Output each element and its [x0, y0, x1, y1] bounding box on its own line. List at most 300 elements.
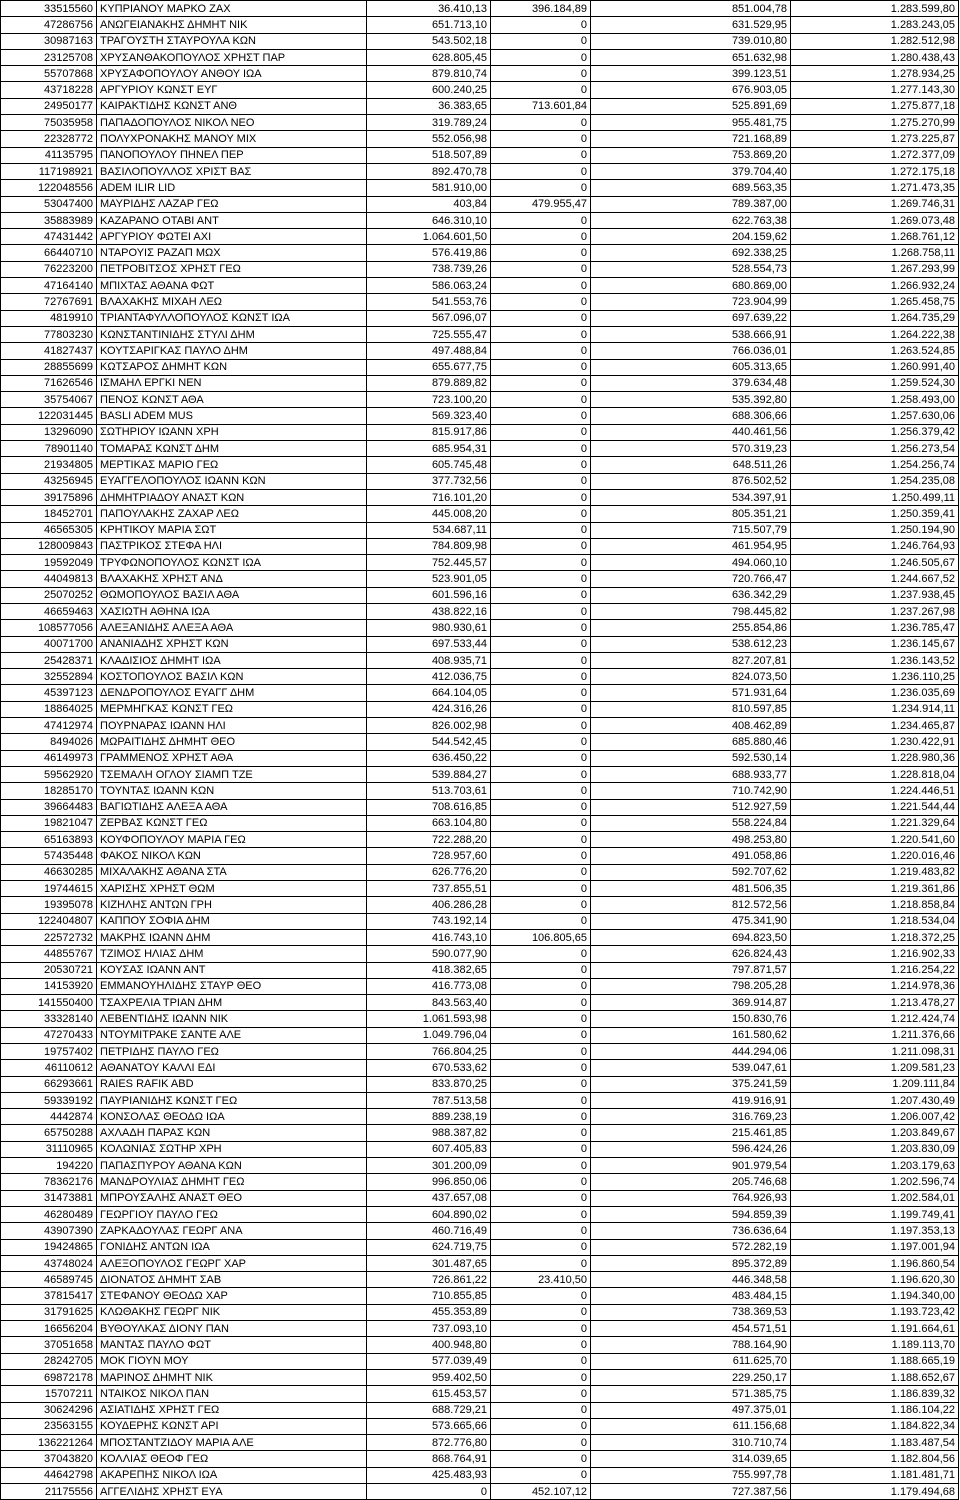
cell-amount-3: 631.529,95	[591, 17, 791, 33]
cell-name: ΑΡΓΥΡΙΟΥ ΚΩΝΣΤ ΕΥΓ	[97, 82, 367, 98]
cell-amount-1: 879.889,82	[367, 375, 491, 391]
cell-amount-1: 697.533,44	[367, 636, 491, 652]
cell-id: 39175896	[1, 489, 97, 505]
table-row	[1, 701, 959, 717]
table-row	[1, 1337, 959, 1353]
cell-total: 1.250.359,41	[791, 506, 959, 522]
cell-name: ΑΝΑΝΙΑΔΗΣ ΧΡΗΣΤ ΚΩΝ	[97, 636, 367, 652]
cell-amount-3: 150.830,76	[591, 1011, 791, 1027]
cell-total: 1.275.270,99	[791, 115, 959, 131]
cell-amount-3: 622.763,38	[591, 212, 791, 228]
cell-total: 1.193.723,42	[791, 1304, 959, 1320]
cell-id: 53047400	[1, 196, 97, 212]
cell-amount-3: 538.666,91	[591, 326, 791, 342]
cell-amount-3: 805.351,21	[591, 506, 791, 522]
cell-amount-3: 766.036,01	[591, 343, 791, 359]
cell-total: 1.246.505,67	[791, 555, 959, 571]
cell-amount-2: 0	[491, 33, 591, 49]
cell-amount-3: 369.914,87	[591, 995, 791, 1011]
cell-amount-3: 611.625,70	[591, 1353, 791, 1369]
cell-amount-1: 607.405,83	[367, 1141, 491, 1157]
table-row	[1, 946, 959, 962]
table-row	[1, 310, 959, 326]
cell-name: ΠΑΠΟΥΛΑΚΗΣ ΖΑΧΑΡ ΛΕΩ	[97, 506, 367, 522]
cell-amount-2: 0	[491, 1125, 591, 1141]
cell-amount-3: 738.369,53	[591, 1304, 791, 1320]
cell-amount-3: 688.306,66	[591, 408, 791, 424]
cell-total: 1.269.746,31	[791, 196, 959, 212]
cell-amount-2: 0	[491, 1321, 591, 1337]
cell-amount-1: 377.732,56	[367, 473, 491, 489]
cell-id: 44642798	[1, 1467, 97, 1483]
cell-amount-2: 0	[491, 1435, 591, 1451]
table-row	[1, 636, 959, 652]
cell-name: ΘΩΜΟΠΟΥΛΟΣ ΒΑΣΙΛ ΑΘΑ	[97, 587, 367, 603]
cell-total: 1.209.111,84	[791, 1076, 959, 1092]
cell-amount-3: 255.854,86	[591, 620, 791, 636]
cell-amount-1: 425.483,93	[367, 1467, 491, 1483]
cell-name: ΕΜΜΑΝΟΥΗΛΙΔΗΣ ΣΤΑΥΡ ΘΕΟ	[97, 978, 367, 994]
cell-amount-1: 518.507,89	[367, 147, 491, 163]
cell-name: ΒΛΑΧΑΚΗΣ ΜΙΧΑΗ ΛΕΩ	[97, 294, 367, 310]
cell-id: 46630285	[1, 864, 97, 880]
cell-amount-2: 0	[491, 1402, 591, 1418]
cell-name: ΚΟΛΩΝΙΑΣ ΣΩΤΗΡ ΧΡΗ	[97, 1141, 367, 1157]
cell-amount-3: 454.571,51	[591, 1321, 791, 1337]
cell-amount-2: 0	[491, 278, 591, 294]
cell-id: 69872178	[1, 1369, 97, 1385]
cell-amount-1: 534.687,11	[367, 522, 491, 538]
cell-total: 1.191.664,61	[791, 1321, 959, 1337]
cell-amount-2: 0	[491, 473, 591, 489]
cell-id: 59339192	[1, 1092, 97, 1108]
cell-name: ΤΖΙΜΟΣ ΗΛΙΑΣ ΔΗΜ	[97, 946, 367, 962]
cell-amount-1: 738.739,26	[367, 261, 491, 277]
table-row	[1, 278, 959, 294]
cell-amount-1: 688.729,21	[367, 1402, 491, 1418]
table-row	[1, 913, 959, 929]
table-row	[1, 163, 959, 179]
cell-name: ΠΑΠΑΣΠΥΡΟΥ ΑΘΑΝΑ ΚΩΝ	[97, 1158, 367, 1174]
cell-amount-3: 475.341,90	[591, 913, 791, 929]
cell-amount-3: 419.916,91	[591, 1092, 791, 1108]
cell-name: ΓΟΝΙΔΗΣ ΑΝΤΩΝ ΙΩΑ	[97, 1239, 367, 1255]
table-row	[1, 1044, 959, 1060]
cell-name: ΜΑΥΡΙΔΗΣ ΛΑΖΑΡ ΓΕΩ	[97, 196, 367, 212]
cell-total: 1.277.143,30	[791, 82, 959, 98]
cell-amount-3: 676.903,05	[591, 82, 791, 98]
cell-amount-3: 314.039,65	[591, 1451, 791, 1467]
cell-name: ΜΠΟΣΤΑΝΤΖΙΔΟΥ ΜΑΡΙΑ ΑΛΕ	[97, 1435, 367, 1451]
cell-amount-3: 535.392,80	[591, 392, 791, 408]
table-row	[1, 115, 959, 131]
cell-id: 122404807	[1, 913, 97, 929]
cell-id: 19821047	[1, 815, 97, 831]
cell-id: 117198921	[1, 163, 97, 179]
cell-amount-2: 0	[491, 506, 591, 522]
cell-amount-2: 0	[491, 669, 591, 685]
cell-id: 43748024	[1, 1255, 97, 1271]
cell-id: 37043820	[1, 1451, 97, 1467]
cell-name: ΣΤΕΦΑΝΟΥ ΘΕΟΔΩ ΧΑΡ	[97, 1288, 367, 1304]
cell-amount-1: 605.745,48	[367, 457, 491, 473]
cell-amount-2: 0	[491, 49, 591, 65]
cell-amount-1: 980.930,61	[367, 620, 491, 636]
cell-id: 47412974	[1, 718, 97, 734]
cell-total: 1.268.758,11	[791, 245, 959, 261]
cell-amount-1: 567.096,07	[367, 310, 491, 326]
cell-total: 1.264.735,29	[791, 310, 959, 326]
cell-total: 1.257.630,06	[791, 408, 959, 424]
cell-total: 1.202.584,01	[791, 1190, 959, 1206]
cell-amount-1: 996.850,06	[367, 1174, 491, 1190]
cell-amount-3: 636.342,29	[591, 587, 791, 603]
table-row	[1, 587, 959, 603]
cell-amount-3: 723.904,99	[591, 294, 791, 310]
cell-id: 19757402	[1, 1044, 97, 1060]
cell-amount-3: 824.073,50	[591, 669, 791, 685]
cell-id: 47270433	[1, 1027, 97, 1043]
cell-name: ΖΑΡΚΑΔΟΥΛΑΣ ΓΕΩΡΓ ΑΝΑ	[97, 1223, 367, 1239]
cell-total: 1.263.524,85	[791, 343, 959, 359]
table-row	[1, 506, 959, 522]
cell-amount-3: 512.927,59	[591, 799, 791, 815]
cell-total: 1.184.822,34	[791, 1418, 959, 1434]
cell-name: ΚΟΛΛΙΑΣ ΘΕΟΦ ΓΕΩ	[97, 1451, 367, 1467]
cell-id: 78901140	[1, 441, 97, 457]
cell-id: 18285170	[1, 783, 97, 799]
cell-amount-2: 0	[491, 1158, 591, 1174]
cell-amount-2: 0	[491, 147, 591, 163]
cell-total: 1.211.098,31	[791, 1044, 959, 1060]
cell-id: 65750288	[1, 1125, 97, 1141]
cell-amount-3: 901.979,54	[591, 1158, 791, 1174]
cell-total: 1.214.978,36	[791, 978, 959, 994]
cell-amount-3: 694.823,50	[591, 929, 791, 945]
cell-name: ΤΡΙΑΝΤΑΦΥΛΛΟΠΟΥΛΟΣ ΚΩΝΣΤ ΙΩΑ	[97, 310, 367, 326]
cell-name: ΜΩΡΑΙΤΙΔΗΣ ΔΗΜΗΤ ΘΕΟ	[97, 734, 367, 750]
cell-amount-3: 570.319,23	[591, 441, 791, 457]
cell-amount-2: 0	[491, 180, 591, 196]
cell-id: 19592049	[1, 555, 97, 571]
cell-total: 1.236.145,67	[791, 636, 959, 652]
cell-name: ΠΑΝΟΠΟΥΛΟΥ ΠΗΝΕΛ ΠΕΡ	[97, 147, 367, 163]
cell-amount-2: 0	[491, 587, 591, 603]
cell-id: 72767691	[1, 294, 97, 310]
table-row	[1, 147, 959, 163]
cell-id: 28242705	[1, 1353, 97, 1369]
cell-amount-1: 416.773,08	[367, 978, 491, 994]
cell-amount-1: 552.056,98	[367, 131, 491, 147]
cell-amount-2: 0	[491, 1255, 591, 1271]
cell-amount-2: 0	[491, 897, 591, 913]
cell-amount-3: 205.746,68	[591, 1174, 791, 1190]
cell-name: RAIES RAFIK ABD	[97, 1076, 367, 1092]
cell-amount-1: 416.743,10	[367, 929, 491, 945]
cell-total: 1.221.329,64	[791, 815, 959, 831]
cell-total: 1.209.581,23	[791, 1060, 959, 1076]
cell-id: 128009843	[1, 538, 97, 554]
cell-amount-2: 0	[491, 408, 591, 424]
table-row	[1, 881, 959, 897]
cell-name: ΚΙΖΗΛΗΣ ΑΝΤΩΝ ΓΡΗ	[97, 897, 367, 913]
cell-amount-2: 0	[491, 1141, 591, 1157]
cell-amount-3: 538.612,23	[591, 636, 791, 652]
table-row	[1, 1304, 959, 1320]
cell-id: 23125708	[1, 49, 97, 65]
cell-amount-1: 523.901,05	[367, 571, 491, 587]
cell-amount-2: 0	[491, 913, 591, 929]
cell-total: 1.256.379,42	[791, 424, 959, 440]
cell-id: 141550400	[1, 995, 97, 1011]
cell-name: ΑΡΓΥΡΙΟΥ ΦΩΤΕΙ ΑΧΙ	[97, 229, 367, 245]
cell-amount-3: 827.207,81	[591, 652, 791, 668]
cell-id: 31791625	[1, 1304, 97, 1320]
cell-name: ΜΠΙΧΤΑΣ ΑΘΑΝΑ ΦΩΤ	[97, 278, 367, 294]
cell-total: 1.218.534,04	[791, 913, 959, 929]
cell-amount-2: 0	[491, 783, 591, 799]
cell-amount-1: 513.703,61	[367, 783, 491, 799]
cell-amount-3: 955.481,75	[591, 115, 791, 131]
cell-total: 1.197.353,13	[791, 1223, 959, 1239]
table-row	[1, 1125, 959, 1141]
cell-amount-3: 481.506,35	[591, 881, 791, 897]
cell-amount-1: 412.036,75	[367, 669, 491, 685]
cell-amount-2: 0	[491, 343, 591, 359]
table-row	[1, 864, 959, 880]
cell-amount-1: 710.855,85	[367, 1288, 491, 1304]
cell-amount-2: 0	[491, 848, 591, 864]
cell-amount-3: 316.769,23	[591, 1109, 791, 1125]
cell-total: 1.181.481,71	[791, 1467, 959, 1483]
cell-total: 1.266.932,24	[791, 278, 959, 294]
cell-amount-1: 539.884,27	[367, 766, 491, 782]
cell-name: ΚΥΠΡΙΑΝΟΥ ΜΑΡΚΟ ΖΑΧ	[97, 1, 367, 17]
cell-amount-2: 0	[491, 131, 591, 147]
cell-amount-3: 534.397,91	[591, 489, 791, 505]
cell-amount-3: 680.869,00	[591, 278, 791, 294]
cell-total: 1.221.544,44	[791, 799, 959, 815]
cell-id: 31473881	[1, 1190, 97, 1206]
cell-amount-1: 403,84	[367, 196, 491, 212]
cell-amount-1: 497.488,84	[367, 343, 491, 359]
cell-name: ΤΡΥΦΩΝΟΠΟΥΛΟΣ ΚΩΝΣΤ ΙΩΑ	[97, 555, 367, 571]
cell-id: 66293661	[1, 1076, 97, 1092]
table-row	[1, 783, 959, 799]
cell-amount-1: 722.288,20	[367, 832, 491, 848]
cell-amount-1: 892.470,78	[367, 163, 491, 179]
cell-amount-3: 440.461,56	[591, 424, 791, 440]
cell-amount-3: 710.742,90	[591, 783, 791, 799]
cell-total: 1.224.446,51	[791, 783, 959, 799]
cell-amount-2: 0	[491, 864, 591, 880]
cell-id: 194220	[1, 1158, 97, 1174]
cell-amount-2: 0	[491, 1109, 591, 1125]
cell-id: 66440710	[1, 245, 97, 261]
cell-id: 43256945	[1, 473, 97, 489]
cell-amount-3: 594.859,39	[591, 1206, 791, 1222]
cell-total: 1.207.430,49	[791, 1092, 959, 1108]
cell-amount-3: 895.372,89	[591, 1255, 791, 1271]
table-row	[1, 962, 959, 978]
cell-name: ΤΡΑΓΟΥΣΤΗ ΣΤΑΥΡΟΥΛΑ ΚΩΝ	[97, 33, 367, 49]
cell-amount-3: 571.385,75	[591, 1386, 791, 1402]
cell-amount-2: 0	[491, 375, 591, 391]
cell-amount-2: 396.184,89	[491, 1, 591, 17]
cell-id: 33328140	[1, 1011, 97, 1027]
cell-name: ΚΑΙΡΑΚΤΙΔΗΣ ΚΩΝΣΤ ΑΝΘ	[97, 98, 367, 114]
table-row	[1, 441, 959, 457]
cell-id: 30987163	[1, 33, 97, 49]
cell-amount-1: 723.100,20	[367, 392, 491, 408]
table-row	[1, 98, 959, 114]
cell-total: 1.219.361,86	[791, 881, 959, 897]
table-row	[1, 424, 959, 440]
cell-amount-3: 720.766,47	[591, 571, 791, 587]
table-row	[1, 49, 959, 65]
table-row	[1, 17, 959, 33]
cell-amount-2: 0	[491, 489, 591, 505]
cell-amount-1: 408.935,71	[367, 652, 491, 668]
cell-id: 14153920	[1, 978, 97, 994]
cell-id: 15707211	[1, 1386, 97, 1402]
cell-total: 1.237.267,98	[791, 603, 959, 619]
cell-total: 1.268.761,12	[791, 229, 959, 245]
table-row	[1, 848, 959, 864]
table-row	[1, 1109, 959, 1125]
cell-amount-1: 577.039,49	[367, 1353, 491, 1369]
cell-amount-3: 797.871,57	[591, 962, 791, 978]
cell-id: 46659463	[1, 603, 97, 619]
cell-amount-1: 301.200,09	[367, 1158, 491, 1174]
cell-name: ΤΟΜΑΡΑΣ ΚΩΝΣΤ ΔΗΜ	[97, 441, 367, 457]
table-row	[1, 1369, 959, 1385]
cell-amount-2: 0	[491, 310, 591, 326]
table-row	[1, 33, 959, 49]
cell-name: ΚΟΝΣΟΛΑΣ ΘΕΟΔΩ ΙΩΑ	[97, 1109, 367, 1125]
cell-total: 1.203.849,67	[791, 1125, 959, 1141]
cell-name: ΚΛΩΘΑΚΗΣ ΓΕΩΡΓ ΝΙΚ	[97, 1304, 367, 1320]
cell-total: 1.244.667,52	[791, 571, 959, 587]
table-row	[1, 489, 959, 505]
table-row	[1, 359, 959, 375]
cell-name: ΔΙΟΝΑΤΟΣ ΔΗΜΗΤ ΣΑΒ	[97, 1272, 367, 1288]
cell-total: 1.228.980,36	[791, 750, 959, 766]
cell-name: ΜΑΝΔΡΟΥΛΙΑΣ ΔΗΜΗΤ ΓΕΩ	[97, 1174, 367, 1190]
cell-amount-3: 753.869,20	[591, 147, 791, 163]
table-row	[1, 82, 959, 98]
cell-total: 1.188.652,67	[791, 1369, 959, 1385]
table-row	[1, 620, 959, 636]
cell-name: ΔΗΜΗΤΡΙΑΔΟΥ ΑΝΑΣΤ ΚΩΝ	[97, 489, 367, 505]
table-row	[1, 294, 959, 310]
cell-total: 1.272.377,09	[791, 147, 959, 163]
cell-amount-1: 437.657,08	[367, 1190, 491, 1206]
table-row	[1, 1158, 959, 1174]
table-row	[1, 1076, 959, 1092]
cell-name: ΦΑΚΟΣ ΝΙΚΟΛ ΚΩΝ	[97, 848, 367, 864]
cell-amount-2: 0	[491, 603, 591, 619]
cell-amount-3: 379.704,40	[591, 163, 791, 179]
cell-name: ΚΛΑΔΙΣΙΟΣ ΔΗΜΗΤ ΙΩΑ	[97, 652, 367, 668]
cell-name: ΔΕΝΔΡΟΠΟΥΛΟΣ ΕΥΑΓΓ ΔΗΜ	[97, 685, 367, 701]
cell-name: ΕΥΑΓΓΕΛΟΠΟΥΛΟΣ ΙΩΑΝΝ ΚΩΝ	[97, 473, 367, 489]
cell-total: 1.213.478,27	[791, 995, 959, 1011]
cell-amount-1: 615.453,57	[367, 1386, 491, 1402]
table-row	[1, 408, 959, 424]
cell-amount-1: 418.382,65	[367, 962, 491, 978]
cell-total: 1.267.293,99	[791, 261, 959, 277]
cell-amount-1: 576.419,86	[367, 245, 491, 261]
cell-name: ΜΙΧΑΛΑΚΗΣ ΑΘΑΝΑ ΣΤΑ	[97, 864, 367, 880]
cell-amount-3: 483.484,15	[591, 1288, 791, 1304]
cell-amount-1: 737.093,10	[367, 1321, 491, 1337]
cell-amount-3: 497.375,01	[591, 1402, 791, 1418]
cell-total: 1.269.073,48	[791, 212, 959, 228]
cell-name: ΤΣΕΜΑΛΗ ΟΓΛΟΥ ΣΙΑΜΠ ΤΖΕ	[97, 766, 367, 782]
table-row	[1, 457, 959, 473]
cell-amount-1: 833.870,25	[367, 1076, 491, 1092]
cell-id: 40071700	[1, 636, 97, 652]
cell-amount-3: 721.168,89	[591, 131, 791, 147]
cell-total: 1.256.273,54	[791, 441, 959, 457]
cell-amount-2: 0	[491, 701, 591, 717]
cell-total: 1.228.818,04	[791, 766, 959, 782]
table-row	[1, 1190, 959, 1206]
cell-total: 1.194.340,00	[791, 1288, 959, 1304]
cell-amount-2: 0	[491, 538, 591, 554]
cell-name: ΑΝΩΓΕΙΑΝΑΚΗΣ ΔΗΜΗΤ ΝΙΚ	[97, 17, 367, 33]
table-body	[1, 1, 959, 1500]
cell-name: BASLI ADEM MUS	[97, 408, 367, 424]
cell-id: 16656204	[1, 1321, 97, 1337]
cell-amount-2: 0	[491, 392, 591, 408]
cell-amount-2: 0	[491, 82, 591, 98]
table-row	[1, 392, 959, 408]
cell-amount-3: 528.554,73	[591, 261, 791, 277]
cell-amount-3: 494.060,10	[591, 555, 791, 571]
cell-amount-2: 0	[491, 734, 591, 750]
cell-amount-3: 204.159,62	[591, 229, 791, 245]
cell-amount-1: 726.861,22	[367, 1272, 491, 1288]
cell-total: 1.280.438,43	[791, 49, 959, 65]
table-row	[1, 555, 959, 571]
cell-amount-3: 539.047,61	[591, 1060, 791, 1076]
cell-total: 1.202.596,74	[791, 1174, 959, 1190]
cell-id: 47164140	[1, 278, 97, 294]
cell-amount-3: 715.507,79	[591, 522, 791, 538]
table-row	[1, 750, 959, 766]
cell-amount-1: 0	[367, 1484, 491, 1500]
cell-total: 1.216.254,22	[791, 962, 959, 978]
cell-amount-3: 611.156,68	[591, 1418, 791, 1434]
cell-name: ΜΕΡΜΗΓΚΑΣ ΚΩΝΣΤ ΓΕΩ	[97, 701, 367, 717]
cell-amount-1: 586.063,24	[367, 278, 491, 294]
cell-amount-3: 727.387,56	[591, 1484, 791, 1500]
table-row	[1, 1141, 959, 1157]
cell-amount-1: 541.553,76	[367, 294, 491, 310]
cell-total: 1.273.225,87	[791, 131, 959, 147]
cell-name: ΠΑΣΤΡΙΚΟΣ ΣΤΕΦΑ ΗΛΙ	[97, 538, 367, 554]
table-row	[1, 375, 959, 391]
cell-name: ΚΟΥΣΑΣ ΙΩΑΝΝ ΑΝΤ	[97, 962, 367, 978]
cell-name: ΓΡΑΜΜΕΝΟΣ ΧΡΗΣΤ ΑΘΑ	[97, 750, 367, 766]
cell-total: 1.283.243,05	[791, 17, 959, 33]
cell-id: 18864025	[1, 701, 97, 717]
cell-amount-3: 461.954,95	[591, 538, 791, 554]
cell-amount-3: 444.294,06	[591, 1044, 791, 1060]
cell-name: ΜΠΡΟΥΣΑΛΗΣ ΑΝΑΣΤ ΘΕΟ	[97, 1190, 367, 1206]
